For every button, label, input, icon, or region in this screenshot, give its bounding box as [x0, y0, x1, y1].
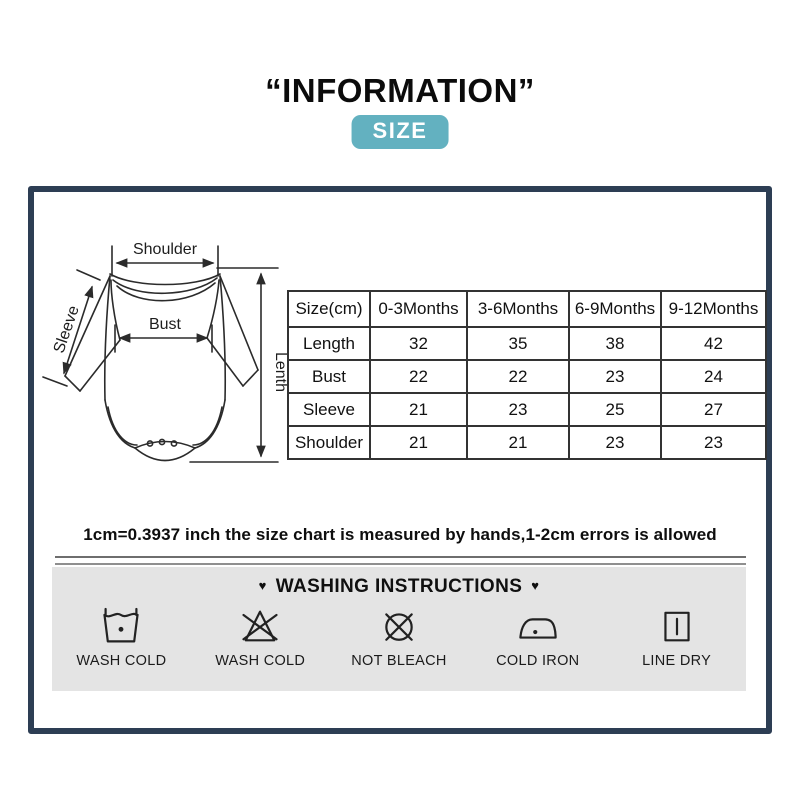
col-header-9-12m: 9-12Months [661, 291, 766, 327]
cell: 21 [467, 426, 569, 459]
care-item-label: COLD IRON [496, 653, 580, 669]
row-label: Sleeve [288, 393, 370, 426]
table-row [288, 393, 766, 426]
size-info-panel [28, 186, 772, 734]
do-not-bleach-circle-icon [377, 604, 421, 648]
cell: 23 [467, 393, 569, 426]
washing-instructions-panel [52, 567, 746, 691]
row-label: Bust [288, 360, 370, 393]
measurement-note: 1cm=0.3937 inch the size chart is measured by hands,1-2cm errors is allowed [83, 525, 717, 544]
double-divider [55, 556, 746, 565]
washing-title: WASHING INSTRUCTIONS [275, 576, 523, 597]
diagram-label-bust: Bust [148, 316, 182, 333]
size-chart-table [287, 290, 767, 460]
bodysuit-outline [65, 274, 258, 461]
cold-iron-icon [516, 604, 560, 648]
care-item-label: WASH COLD [76, 653, 167, 669]
care-item-label: NOT BLEACH [351, 653, 447, 669]
care-item-wash-cold-2 [191, 604, 330, 669]
line-dry-icon [655, 604, 699, 648]
col-header-0-3m: 0-3Months [370, 291, 467, 327]
row-label: Length [288, 327, 370, 360]
care-symbols-row [52, 604, 746, 669]
cell: 22 [370, 360, 467, 393]
cell: 23 [569, 426, 661, 459]
care-item-label: WASH COLD [215, 653, 306, 669]
care-item-cold-iron [468, 604, 607, 669]
cell: 38 [569, 327, 661, 360]
table-row [288, 360, 766, 393]
cell: 22 [467, 360, 569, 393]
cell: 25 [569, 393, 661, 426]
care-item-wash-cold [52, 604, 191, 669]
col-header-3-6m: 3-6Months [467, 291, 569, 327]
table-header-row [288, 291, 766, 327]
page-title: “INFORMATION” [265, 72, 535, 109]
wash-tub-icon [99, 604, 143, 648]
diagram-label-sleeve: Sleeve [50, 303, 83, 356]
washing-instructions-header [52, 576, 746, 598]
care-item-line-dry [607, 604, 746, 669]
heart-icon: ♥ [258, 578, 267, 593]
care-item-label: LINE DRY [642, 653, 712, 669]
length-measure-arrow [190, 268, 278, 462]
cell: 21 [370, 393, 467, 426]
do-not-bleach-triangle-icon [238, 604, 282, 648]
cell: 23 [569, 360, 661, 393]
table-row [288, 426, 766, 459]
col-header-6-9m: 6-9Months [569, 291, 661, 327]
cell: 21 [370, 426, 467, 459]
cell: 42 [661, 327, 766, 360]
diagram-label-length: Lenth [272, 351, 289, 393]
diagram-label-shoulder: Shoulder [132, 241, 198, 258]
care-item-not-bleach [330, 604, 469, 669]
table-row [288, 327, 766, 360]
cell: 32 [370, 327, 467, 360]
cell: 23 [661, 426, 766, 459]
cell: 27 [661, 393, 766, 426]
col-header-size: Size(cm) [288, 291, 370, 327]
row-label: Shoulder [288, 426, 370, 459]
cell: 24 [661, 360, 766, 393]
size-badge: SIZE [352, 115, 449, 149]
cell: 35 [467, 327, 569, 360]
heart-icon: ♥ [531, 578, 540, 593]
garment-measurement-diagram [34, 230, 292, 475]
